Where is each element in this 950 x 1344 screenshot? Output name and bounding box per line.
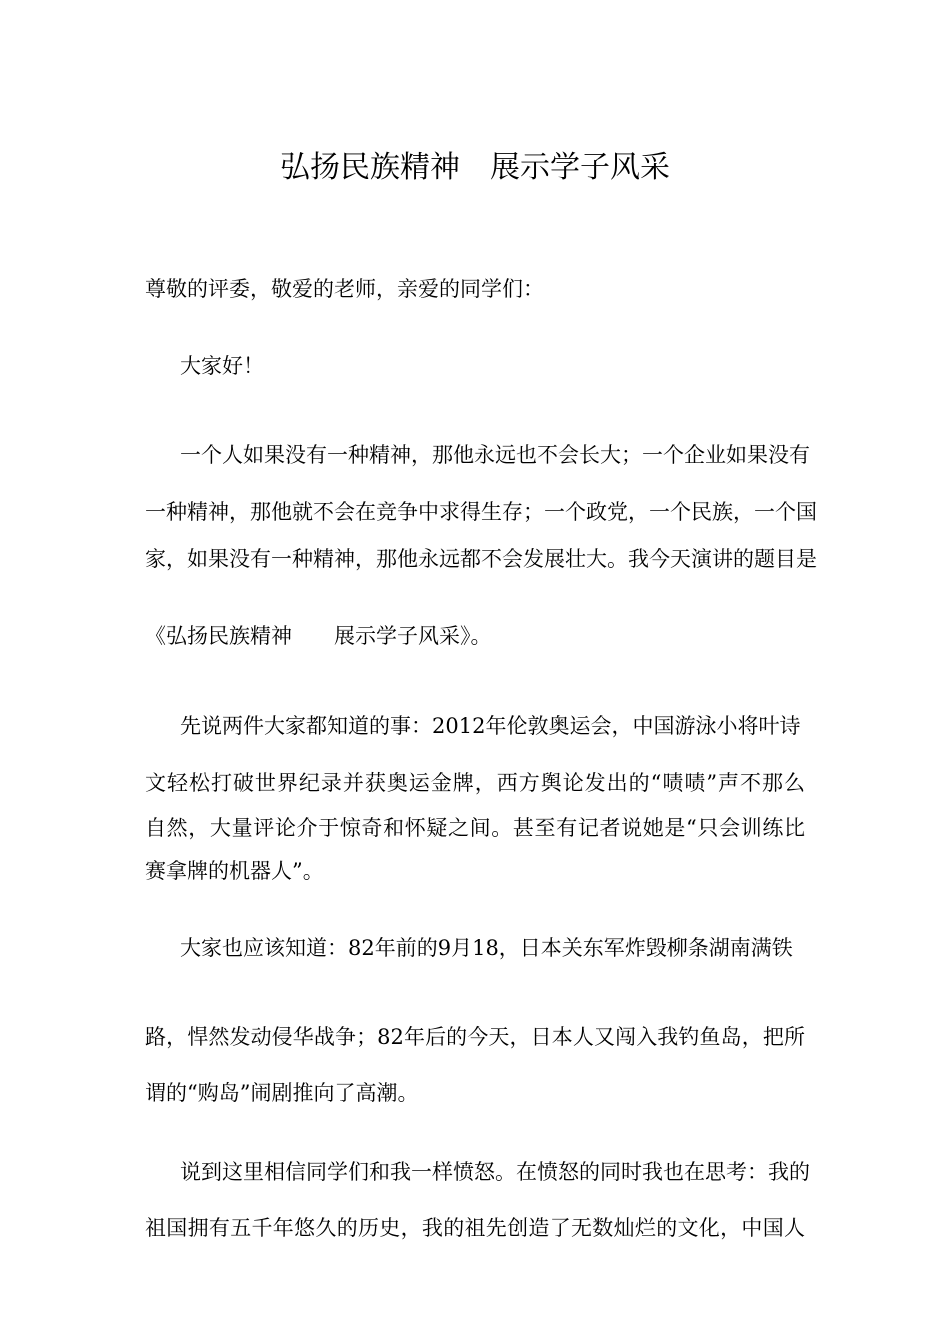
- paragraph-line-text: 大家也应该知道：82年前的9月18，日本关东军炸毁柳条湖南满铁: [180, 936, 793, 960]
- paragraph-3-line-1: [0, 873, 950, 963]
- greeting: [0, 291, 950, 381]
- salutation-text: 尊敬的评委，敬爱的老师，亲爱的同学们：: [145, 277, 544, 301]
- paragraph-line-text: 自然，大量评论介于惊奇和怀疑之间。甚至有记者说她是“只会训练比: [145, 816, 805, 840]
- document-title: 弘扬民族精神 展示学子风采: [280, 150, 670, 185]
- paragraph-line-text: 《弘扬民族精神 展示学子风采》。: [145, 624, 492, 648]
- paragraph-3-line-3: [0, 1018, 950, 1108]
- paragraph-line-text: 路，悍然发动侵华战争；82年后的今天，日本人又闯入我钓鱼岛，把所: [145, 1025, 805, 1049]
- paragraph-line-text: 赛拿牌的机器人”。: [145, 859, 324, 883]
- paragraph-line-text: 文轻松打破世界纪录并获奥运金牌，西方舆论发出的“啧啧”声不那么: [145, 771, 805, 795]
- paragraph-line-text: 先说两件大家都知道的事：2012年伦敦奥运会，中国游泳小将叶诗: [180, 714, 801, 738]
- paragraph-line-text: 祖国拥有五千年悠久的历史，我的祖先创造了无数灿烂的文化，中国人: [145, 1216, 805, 1240]
- paragraph-line-text: 谓的“购岛”闹剧推向了高潮。: [145, 1081, 419, 1105]
- paragraph-line-text: 一个人如果没有一种精神，那他永远也不会长大；一个企业如果没有: [180, 443, 810, 467]
- greeting-text: 大家好！: [180, 354, 264, 378]
- paragraph-line-text: 一种精神，那他就不会在竞争中求得生存；一个政党，一个民族，一个国: [145, 500, 817, 524]
- paragraph-line-text: 家，如果没有一种精神，那他永远都不会发展壮大。我今天演讲的题目是: [145, 547, 817, 571]
- paragraph-1-line-4: [0, 561, 950, 651]
- paragraph-line-text: 说到这里相信同学们和我一样愤怒。在愤怒的同时我也在思考：我的: [180, 1160, 810, 1184]
- paragraph-4-line-2: [0, 1153, 950, 1243]
